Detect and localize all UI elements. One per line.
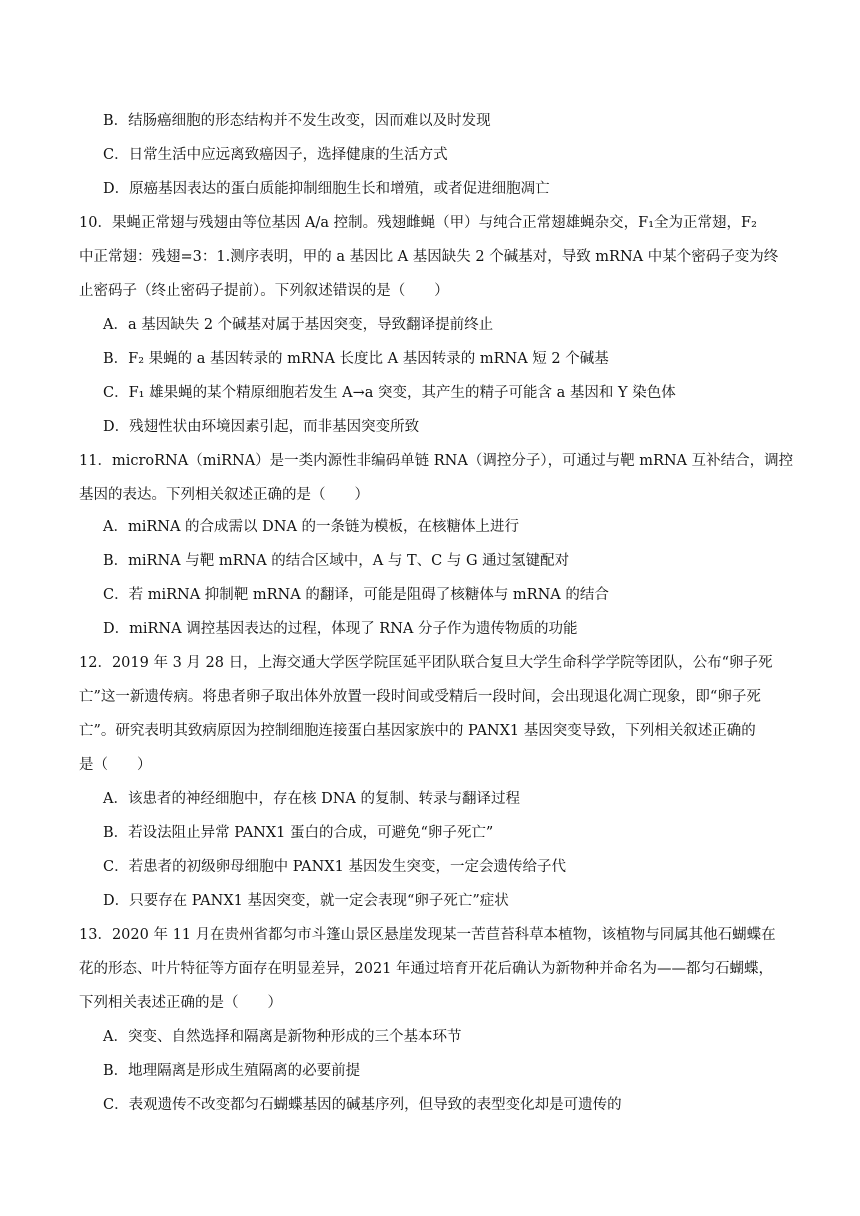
q10-option-a: A．a 基因缺失 2 个碱基对属于基因突变，导致翻译提前终止: [103, 317, 494, 333]
q12-option-a: A．该患者的神经细胞中，存在核 DNA 的复制、转录与翻译过程: [103, 791, 520, 807]
q11-option-a: A．miRNA 的合成需以 DNA 的一条链为模板，在核糖体上进行: [103, 519, 520, 535]
q12-option-d: D．只要存在 PANX1 基因突变，就一定会表现“卵子死亡”症状: [103, 893, 509, 909]
q10-option-b: B．F₂ 果蝇的 a 基因转录的 mRNA 长度比 A 基因转录的 mRNA 短 2 个碱基: [103, 351, 609, 367]
q12-option-c: C．若患者的初级卵母细胞中 PANX1 基因发生突变，一定会遗传给子代: [103, 859, 566, 875]
q12-stem-line-3: 亡”。研究表明其致病原因为控制细胞连接蛋白基因家族中的 PANX1 基因突变导致，下列相关叙述正确的: [79, 723, 756, 739]
q12-stem-line-2: 亡”这一新遗传病。将患者卵子取出体外放置一段时间或受精后一段时间，会出现退化凋亡现象，即“卵子死: [79, 689, 761, 705]
q13-option-b: B．地理隔离是形成生殖隔离的必要前提: [103, 1063, 361, 1079]
q13-option-c: C．表观遗传不改变都匀石蝴蝶基因的碱基序列，但导致的表型变化却是可遗传的: [103, 1097, 622, 1113]
q12-option-b: B．若设法阻止异常 PANX1 蛋白的合成，可避免“卵子死亡”: [103, 825, 494, 841]
q10-stem-line-2: 中正常翅：残翅=3：1.测序表明，甲的 a 基因比 A 基因缺失 2 个碱基对，导致 mRNA 中某个密码子变为终: [79, 249, 779, 265]
q13-stem-line-2: 花的形态、叶片特征等方面存在明显差异，2021 年通过培育开花后确认为新物种并命名为——都匀石蝴蝶，: [79, 961, 774, 977]
q11-option-c: C．若 miRNA 抑制靶 mRNA 的翻译，可能是阻碍了核糖体与 mRNA 的结合: [103, 587, 609, 603]
q10-option-c: C．F₁ 雄果蝇的某个精原细胞若发生 A→a 突变，其产生的精子可能含 a 基因和 Y 染色体: [103, 385, 676, 401]
q13-stem-line-3: 下列相关表述正确的是（ ）: [79, 995, 282, 1011]
q10-stem-line-1: 10．果蝇正常翅与残翅由等位基因 A/a 控制。残翅雌蝇（甲）与纯合正常翅雄蝇杂交，F₁全为正常翅，F₂: [79, 215, 757, 231]
q12-stem-line-4: 是（ ）: [79, 757, 152, 773]
q9-option-b: B．结肠癌细胞的形态结构并不发生改变，因而难以及时发现: [103, 113, 491, 129]
q11-option-b: B．miRNA 与靶 mRNA 的结合区域中，A 与 T、C 与 G 通过氢键配对: [103, 553, 570, 569]
q11-option-d: D．miRNA 调控基因表达的过程，体现了 RNA 分子作为遗传物质的功能: [103, 621, 578, 637]
q11-stem-line-2: 基因的表达。下列相关叙述正确的是（ ）: [79, 487, 369, 503]
q13-stem-line-1: 13．2020 年 11 月在贵州省都匀市斗篷山景区悬崖发现某一苦苣苔科草本植物，该植物与同属其他石蝴蝶在: [79, 927, 776, 943]
q9-option-c: C．日常生活中应远离致癌因子，选择健康的生活方式: [103, 147, 448, 163]
q13-option-a: A．突变、自然选择和隔离是新物种形成的三个基本环节: [103, 1029, 462, 1045]
q12-stem-line-1: 12．2019 年 3 月 28 日，上海交通大学医学院匡延平团队联合复旦大学生命科学学院等团队，公布“卵子死: [79, 655, 773, 671]
q10-stem-line-3: 止密码子（终止密码子提前）。下列叙述错误的是（ ）: [79, 283, 449, 299]
q10-option-d: D．残翅性状由环境因素引起，而非基因突变所致: [103, 419, 420, 435]
q11-stem-line-1: 11．microRNA（miRNA）是一类内源性非编码单链 RNA（调控分子），可通过与靶 mRNA 互补结合，调控: [79, 453, 794, 469]
q9-option-d: D．原癌基因表达的蛋白质能抑制细胞生长和增殖，或者促进细胞凋亡: [103, 181, 550, 197]
